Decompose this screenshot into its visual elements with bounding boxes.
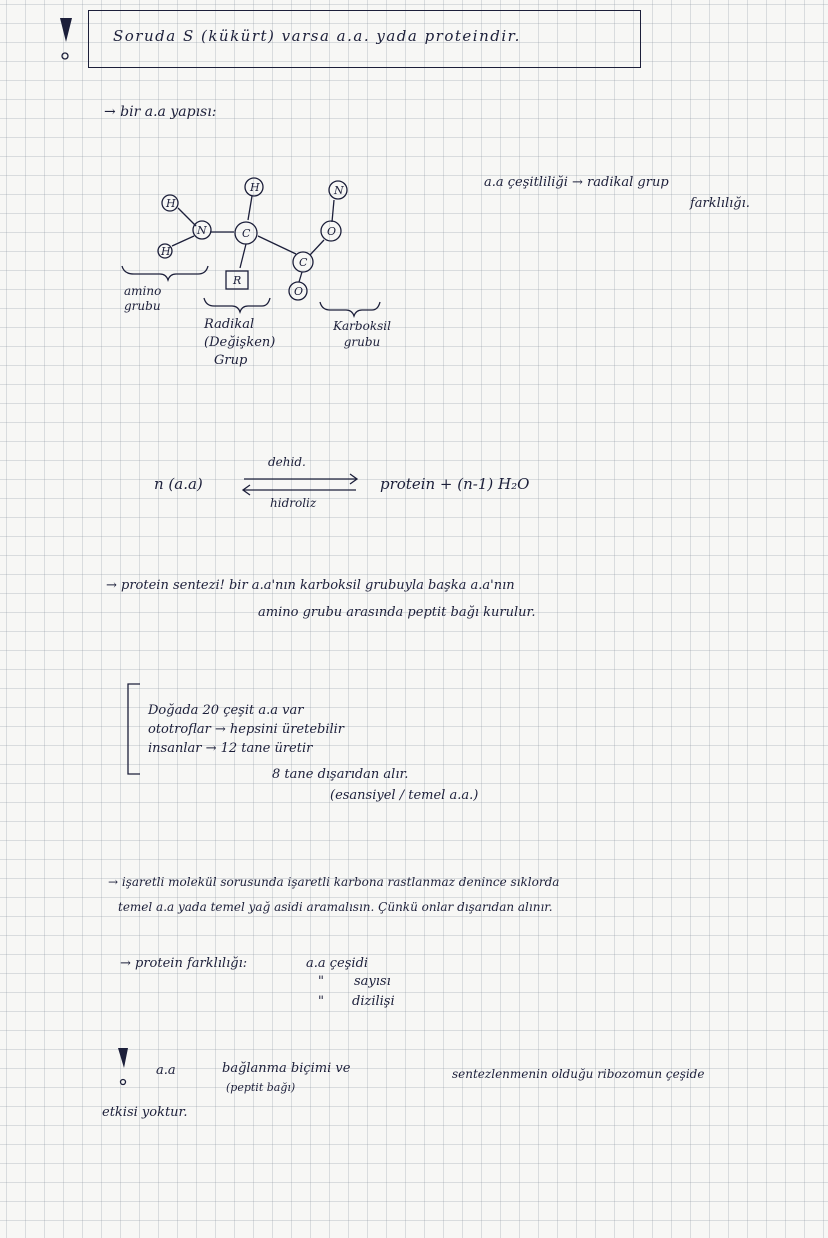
- atom-n-amino-label: N: [197, 224, 207, 237]
- protein-diff-value3: dizilişi: [352, 994, 395, 1009]
- synthesis-line1: → protein sentezi! bir a.a'nın karboksil grubuyla başka a.a'nın: [106, 578, 515, 593]
- structure-heading: → bir a.a yapısı:: [104, 104, 217, 120]
- atom-h3-label: H: [161, 245, 171, 258]
- last-note-p1: a.a: [156, 1063, 176, 1078]
- atom-o-bottom-label: O: [294, 285, 304, 298]
- last-note-p3: sentezlenmenin olduğu ribozomun çeşide: [452, 1067, 705, 1081]
- protein-diff-ditto2: ": [318, 994, 324, 1009]
- notes-line3: insanlar → 12 tane üretir: [148, 741, 313, 756]
- diversity-note-line1: a.a çeşitliliği → radikal grup: [484, 175, 669, 190]
- radical-label-3: Grup: [214, 353, 248, 368]
- reaction-right: protein + (n-1) H₂O: [380, 475, 530, 493]
- reaction-above-arrow: dehid.: [268, 455, 306, 469]
- synthesis-line2: amino grubu arasında peptit bağı kurulur.: [258, 605, 536, 620]
- radical-label-1: Radikal: [204, 317, 255, 332]
- notes-line5: (esansiyel / temel a.a.): [330, 788, 479, 803]
- atom-h2-label: H: [250, 181, 260, 194]
- notes-line1: Doğada 20 çeşit a.a var: [148, 703, 304, 718]
- atom-o-right-label: O: [327, 225, 337, 238]
- atom-r-label: R: [233, 274, 242, 287]
- title-text: Soruda S (kükürt) varsa a.a. yada proteindir.: [113, 27, 521, 45]
- last-note-p4: etkisi yoktur.: [102, 1105, 188, 1120]
- radical-label-2: (Değişken): [204, 335, 276, 350]
- notes-line4: 8 tane dışarıdan alır.: [272, 767, 409, 782]
- reaction-arrows: [0, 0, 828, 520]
- atom-c-carboxyl-label: C: [299, 256, 308, 269]
- notes-line2: ototroflar → hepsini üretebilir: [148, 722, 345, 737]
- atom-h1-label: H: [166, 197, 176, 210]
- carboxyl-group-label: Karboksil grubu: [333, 319, 391, 349]
- last-note-p2b: (peptit bağı): [226, 1081, 296, 1094]
- last-note-p2: bağlanma biçimi ve: [222, 1061, 351, 1076]
- diversity-note-line2: farklılığı.: [690, 196, 750, 211]
- reaction-below-arrow: hidroliz: [270, 496, 317, 510]
- protein-diff-value1: a.a çeşidi: [306, 956, 369, 971]
- atom-n-top-label: N: [334, 184, 344, 197]
- marked-molecule-line2: temel a.a yada temel yağ asidi aramalısın. Çünkü onlar dışarıdan alınır.: [118, 900, 553, 914]
- title-box: [88, 10, 641, 68]
- amino-group-label: amino grubu: [124, 284, 162, 313]
- marked-molecule-line1: → işaretli molekül sorusunda işaretli karbona rastlanmaz denince sıklorda: [108, 875, 560, 889]
- protein-diff-label: → protein farklılığı:: [120, 956, 248, 971]
- reaction-left: n (a.a): [154, 475, 203, 493]
- protein-diff-value2: sayısı: [354, 974, 391, 989]
- protein-diff-ditto1: ": [318, 974, 324, 989]
- atom-c-alpha-label: C: [242, 227, 251, 240]
